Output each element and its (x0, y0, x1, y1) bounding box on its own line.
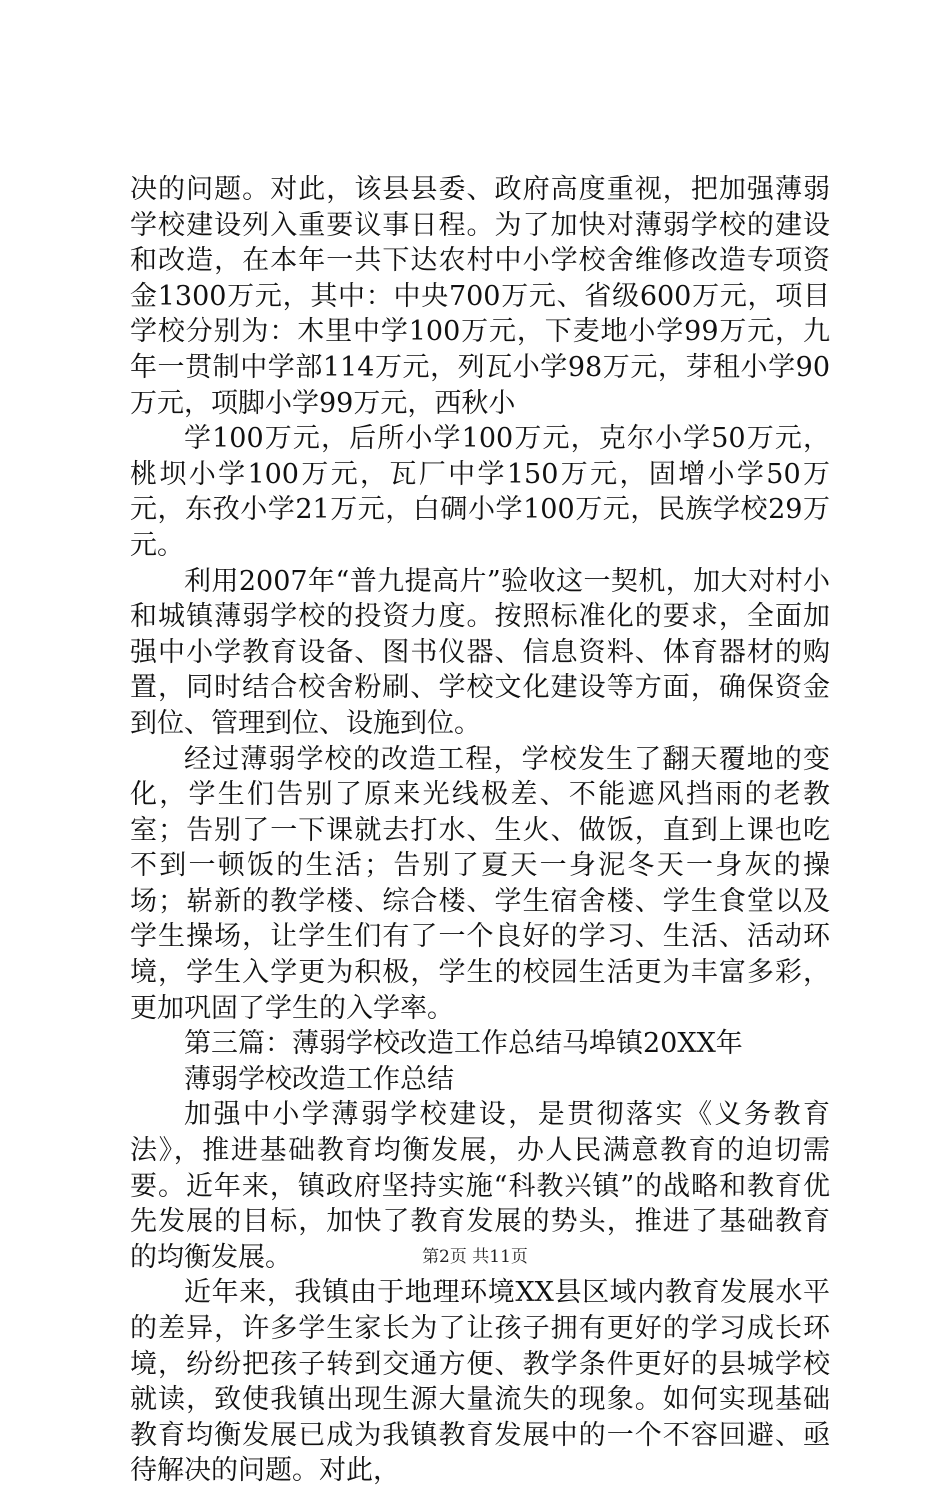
paragraph-school-list: 学100万元，后所小学100万元，克尔小学50万元，桃坝小学100万元，瓦厂中学150万元，固增小学50万元，东孜小学21万元，白碉小学100万元，民族学校29万元。 (130, 423, 830, 561)
document-body (130, 172, 830, 1489)
paragraph-funding-continued: 决的问题。对此，该县县委、政府高度重视，把加强薄弱学校建设列入重要议事日程。为了加快对薄弱学校的建设和改造，在本年一共下达农村中小学校舍维修改造专项资金1300万元，其中：中央700万元、省级600万元，项目学校分别为：木里中学100万元，下麦地小学99万元，九年一贯制中学部114万元，列瓦小学98万元，芽租小学90万元，项脚小学99万元，西秋小 (130, 174, 830, 419)
paragraph-intro: 加强中小学薄弱学校建设，是贯彻落实《义务教育法》，推进基础教育均衡发展，办人民满意教育的迫切需要。近年来，镇政府坚持实施“科教兴镇”的战略和教育优先发展的目标，加快了教育发展的势头，推进了基础教育的均衡发展。 (130, 1099, 830, 1273)
page-footer: 第2页 共11页 (422, 1247, 528, 1267)
section-heading-line-2: 薄弱学校改造工作总结 (184, 1063, 454, 1095)
section-heading-line-1: 第三篇：薄弱学校改造工作总结马埠镇20XX年 (184, 1028, 743, 1060)
paragraph-background: 近年来，我镇由于地理环境XX县区域内教育发展水平的差异，许多学生家长为了让孩子拥有更好的学习成长环境，纷纷把孩子转到交通方便、教学条件更好的县城学校就读，致使我镇出现生源大量流失的现象。如何实现基础教育均衡发展已成为我镇教育发展中的一个不容回避、亟待解决的问题。对此， (130, 1277, 830, 1487)
paragraph-changes: 经过薄弱学校的改造工程，学校发生了翻天覆地的变化，学生们告别了原来光线极差、不能遮风挡雨的老教室；告别了一下课就去打水、生火、做饭，直到上课也吃不到一顿饭的生活；告别了夏天一身泥冬天一身灰的操场；崭新的教学楼、综合楼、学生宿舍楼、学生食堂以及学生操场，让学生们有了一个良好的学习、生活、活动环境，学生入学更为积极，学生的校园生活更为丰富多彩，更加巩固了学生的入学率。 (130, 743, 830, 1024)
paragraph-investment: 利用2007年“普九提高片”验收这一契机，加大对村小和城镇薄弱学校的投资力度。按照标准化的要求，全面加强中小学教育设备、图书仪器、信息资料、体育器材的购置，同时结合校舍粉刷、学校文化建设等方面，确保资金到位、管理到位、设施到位。 (130, 565, 830, 739)
